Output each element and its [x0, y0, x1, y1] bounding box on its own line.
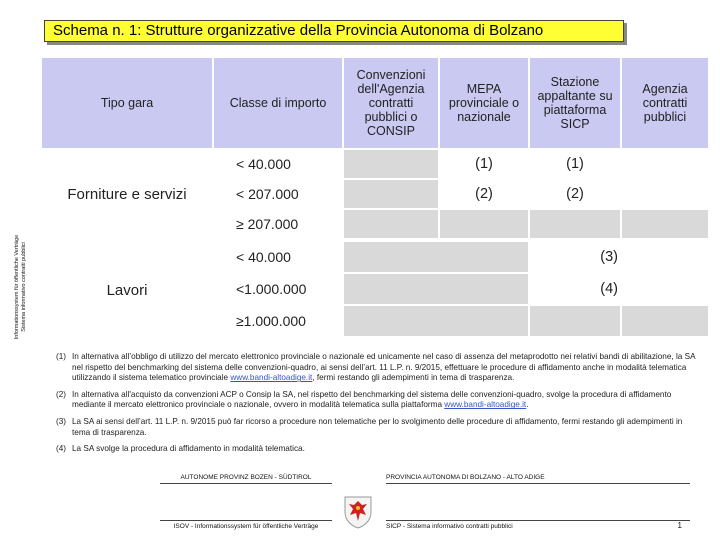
- cell-lv2-conv-mepa: [344, 274, 528, 304]
- cell-lv3-conv-mepa: [344, 306, 528, 336]
- cell-lv1-stazione: (3): [600, 249, 618, 265]
- cell-fs2-convenzioni: [344, 180, 438, 208]
- class-fs-3: ≥ 207.000: [236, 216, 299, 232]
- footer-right-bottom: SICP - Sistema informativo contratti pubblici: [386, 520, 690, 530]
- class-fs-2: < 207.000: [236, 186, 299, 202]
- cell-fs3-convenzioni: [344, 210, 438, 238]
- group-forniture: Forniture e servizi: [67, 185, 187, 203]
- organization-table: [42, 58, 708, 338]
- footer-left: [160, 474, 332, 530]
- footer-left-bottom: ISOV - Informationssystem für öffentliche Verträge: [160, 520, 332, 530]
- cell-fs2-stazione: (2): [566, 186, 584, 202]
- cell-fs1-convenzioni: [344, 150, 438, 178]
- group-lavori: Lavori: [106, 281, 148, 299]
- footer-left-top: AUTONOME PROVINZ BOZEN - SÜDTIROL: [160, 474, 332, 484]
- header-classe-importo: Classe di importo: [214, 58, 342, 148]
- class-fs-1: < 40.000: [236, 156, 291, 172]
- cell-fs1-stazione: (1): [566, 156, 584, 172]
- class-lv-1: < 40.000: [236, 249, 291, 265]
- bandi-link[interactable]: www.bandi-altoadige.it: [230, 373, 313, 383]
- cell-fs3-agenzia: [622, 210, 708, 238]
- footnotes: [56, 352, 696, 461]
- header-tipo-gara: Tipo gara: [42, 58, 212, 148]
- cell-lv3-agenzia: [622, 306, 708, 336]
- header-mepa: MEPA provinciale o nazionale: [440, 58, 528, 148]
- header-convenzioni: Convenzioni dell'Agenzia contratti pubblici o CONSIP: [344, 58, 438, 148]
- cell-fs2-mepa: (2): [475, 186, 493, 202]
- class-lv-2: <1.000.000: [236, 281, 307, 297]
- page-number: 1: [677, 521, 682, 530]
- cell-fs3-stazione: [530, 210, 620, 238]
- cell-lv3-stazione: [530, 306, 620, 336]
- footer-right: [386, 474, 690, 530]
- page-title: Schema n. 1: Strutture organizzative della Provincia Autonoma di Bolzano: [44, 20, 624, 42]
- cell-lv2-stazione: (4): [600, 281, 618, 297]
- class-lv-3: ≥1.000.000: [236, 313, 306, 329]
- footnote: (3) La SA ai sensi dell’art. 11 L.P. n. 9/2015 può far ricorso a procedure non telematiche per lo svolgimento delle procedure di affidamento, fermi restando gli adempimenti in tema di trasparenza.: [56, 416, 683, 437]
- provincial-emblem-icon: [342, 494, 374, 530]
- footnote: (1) In alternativa all’obbligo di utilizzo del mercato elettronico provinciale o nazionale ed unicamente nel caso di assenza del metaprodotto nei relativi bandi di abilitazione, la SA nel rispetto del benchmarking del sistema delle convenzioni-quadro, ai sensi dell’art. 11 L.P. n. 9/2015, effettuare le procedure di affidamento anche in modalità telematica utilizzando il sistema telematico provinciale www.bandi-altoadige.it, fermi restando gli adempimenti in tema di trasparenza.: [56, 352, 696, 383]
- cell-lv1-conv-mepa: [344, 242, 528, 272]
- footer-right-top: PROVINCIA AUTONOMA DI BOLZANO - ALTO ADIGE: [386, 474, 690, 484]
- side-label-de: Informationssystem für öffentliche Verträge: [14, 234, 21, 340]
- side-label: [4, 222, 38, 352]
- side-label-it: Sistema informativo contratti pubblici: [21, 242, 28, 332]
- header-stazione: Stazione appaltante su piattaforma SICP: [530, 58, 620, 148]
- header-agenzia: Agenzia contratti pubblici: [622, 58, 708, 148]
- footnote: (4) La SA svolge la procedura di affidamento in modalità telematica.: [56, 444, 305, 454]
- footnote: (2) In alternativa all'acquisto da convenzioni ACP o Consip la SA, nel rispetto del benchmarking del sistema delle convenzioni-quadro, svolge la procedura di affidamento mediante il mercato elettronico provinciale o nazionale, ovvero in modalità telematica sulla piattaforma www.bandi-altoadige.it.: [56, 389, 672, 410]
- bandi-link[interactable]: www.bandi-altoadige.it: [444, 400, 527, 410]
- cell-fs1-mepa: (1): [475, 156, 493, 172]
- cell-fs3-mepa: [440, 210, 528, 238]
